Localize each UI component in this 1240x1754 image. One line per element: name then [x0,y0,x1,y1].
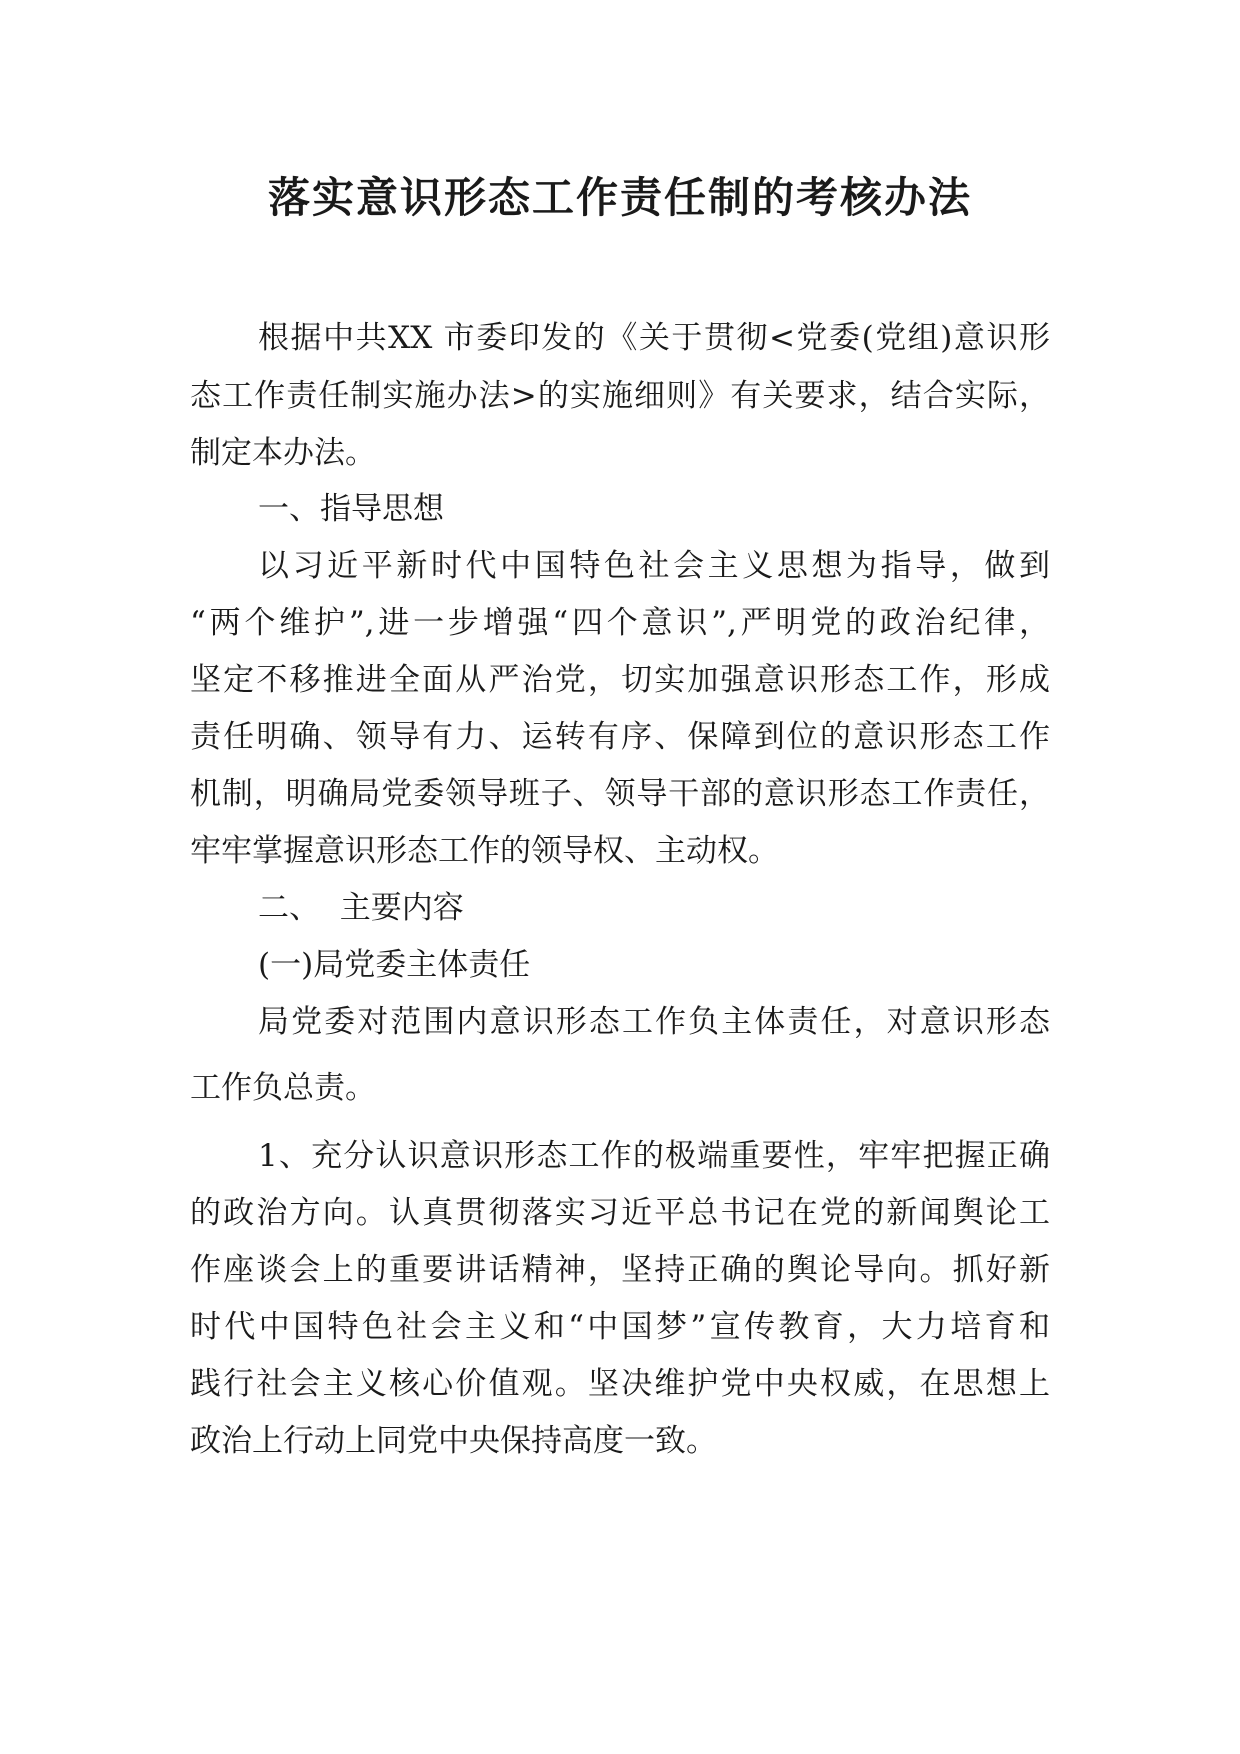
paragraph-line: 根据中共XX 市委印发的《关于贯彻<党委(党组)意识形 [258,320,1050,356]
paragraph-line: 践行社会主义核心价值观。坚决维护党中央权威，在思想上 [190,1366,1050,1402]
paragraph-line: 政治上行动上同党中央保持高度一致。 [190,1423,717,1459]
paragraph-line: 坚定不移推进全面从严治党，切实加强意识形态工作，形成 [190,662,1050,698]
subsection-heading: (一)局党委主体责任 [258,947,531,983]
paragraph-line: 局党委对范围内意识形态工作负主体责任，对意识形态 [258,1004,1050,1040]
document-title: 落实意识形态工作责任制的考核办法 [267,173,972,222]
paragraph-line: 1、充分认识意识形态工作的极端重要性，牢牢把握正确 [258,1138,1050,1174]
paragraph-line: 工作负总责。 [190,1070,376,1106]
paragraph-line: 牢牢掌握意识形态工作的领导权、主动权。 [190,833,779,869]
section-heading: 一、指导思想 [258,491,444,527]
paragraph-line: 机制，明确局党委领导班子、领导干部的意识形态工作责任， [190,776,1050,812]
paragraph-line: 时代中国特色社会主义和“中国梦”宣传教育，大力培育和 [190,1309,1050,1345]
paragraph-line: 责任明确、领导有力、运转有序、保障到位的意识形态工作 [190,719,1050,755]
paragraph-line: 制定本办法。 [190,435,376,471]
paragraph-line: 的政治方向。认真贯彻落实习近平总书记在党的新闻舆论工 [190,1195,1050,1231]
paragraph-line: “两个维护”,进一步增强“四个意识”,严明党的政治纪律， [190,605,1050,641]
paragraph-line: 作座谈会上的重要讲话精神，坚持正确的舆论导向。抓好新 [190,1252,1050,1288]
section-heading: 二、 主要内容 [258,890,464,926]
paragraph-line: 态工作责任制实施办法>的实施细则》有关要求，结合实际， [190,378,1050,414]
paragraph-line: 以习近平新时代中国特色社会主义思想为指导，做到 [258,548,1050,584]
